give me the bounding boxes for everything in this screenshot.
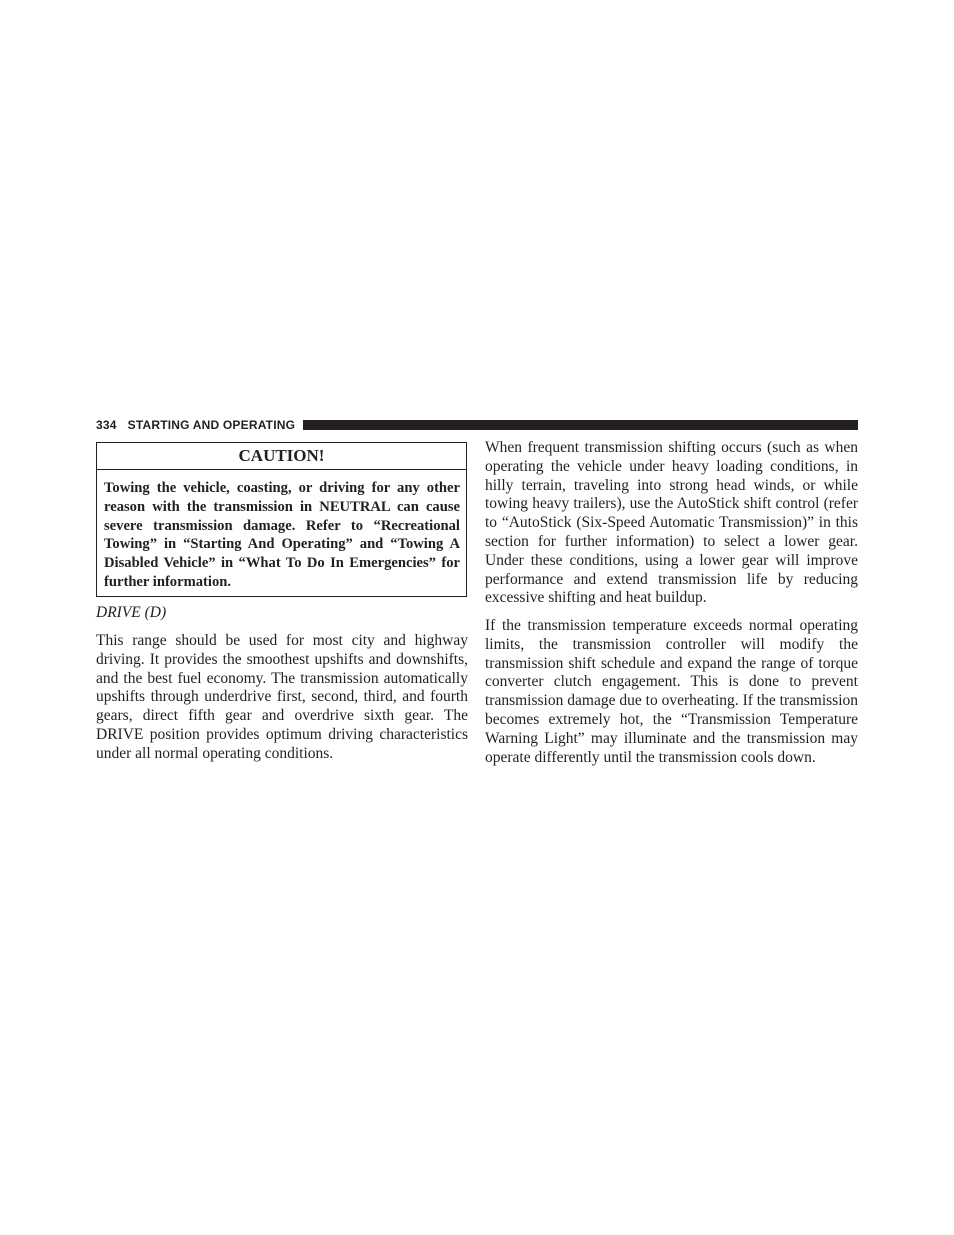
caution-text: Towing the vehicle, coasting, or driving for any other reason with the transmission in NEUTRAL can cause severe transmission damage. Refer to “Recreational Towing” in “Starting And Operating” and “Towing A Disabled Vehicle” in “What To Do In Emergencies” for further information.	[104, 480, 460, 590]
temperature-paragraph: If the transmission temperature exceeds normal operating limits, the transmission controller will modify the transmission shift schedule and expand the range of torque converter clutch engagement. This is done to prevent transmission damage due to overheating. If the transmission becomes extremely hot, the “Transmission Temperature Warning Light” may illuminate and the transmission may operate differently until the transmission cools down.	[485, 617, 858, 766]
caution-box	[96, 442, 467, 597]
page-header	[96, 417, 858, 433]
shifting-paragraph: When frequent transmission shifting occurs (such as when operating the vehicle under heavy loading conditions, in hilly terrain, traveling into strong head winds, or while towing heavy trailers), use the AutoStick shift control (refer to “AutoStick (Six-Speed Automatic Transmission)” in this section for further information) to select a lower gear. Under these conditions, using a lower gear will improve performance and extend transmission life by reducing excessive shifting and heat buildup.	[485, 439, 858, 607]
drive-heading: DRIVE (D)	[96, 604, 167, 621]
section-title: STARTING AND OPERATING	[127, 418, 296, 432]
header-rule	[303, 420, 858, 430]
caution-title: CAUTION!	[97, 443, 466, 470]
drive-paragraph: This range should be used for most city and highway driving. It provides the smoothest upshifts and downshifts, and the best fuel economy. The transmission automatically upshifts through underdrive first, second, third, and fourth gears, direct fifth gear and overdrive sixth gear. The DRIVE position provides optimum driving characteristics under all normal operating conditions.	[96, 632, 468, 762]
page-number: 334	[96, 418, 117, 432]
